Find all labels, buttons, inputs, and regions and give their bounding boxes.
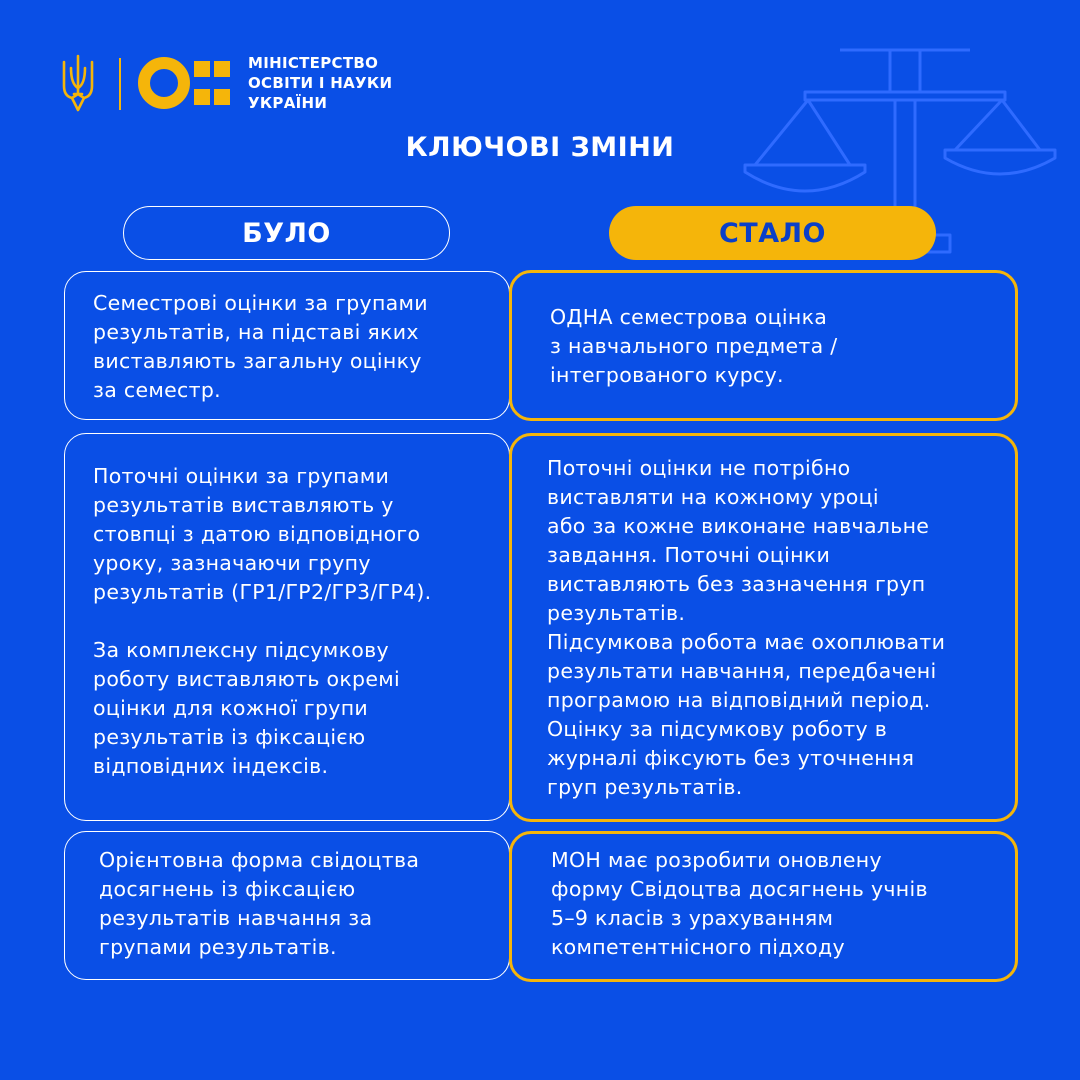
row-1-before-text: Семестрові оцінки за групами результатів, на підставі яких виставляють загальну оцінку за семестр. xyxy=(93,291,428,402)
ministry-name xyxy=(248,53,392,113)
row-2-before-text-2: За комплексну підсумкову роботу виставляють окремі оцінки для кожної групи результатів із фіксацією відповідних індексів. xyxy=(93,638,401,778)
row-2-after-card xyxy=(509,433,1018,822)
row-3-before-card xyxy=(64,831,510,980)
row-1-before-card xyxy=(64,271,510,420)
row-2-before-card xyxy=(64,433,510,821)
row-1-after-text: ОДНА семестрова оцінка з навчального предмета / інтегрованого курсу. xyxy=(550,305,838,387)
ministry-line-1: МІНІСТЕРСТВО xyxy=(248,54,379,72)
row-3-after-text: МОН має розробити оновлену форму Свідоцтва досягнень учнів 5–9 класів з урахуванням компетентнісного підходу xyxy=(551,848,928,959)
page-title: КЛЮЧОВІ ЗМІНИ xyxy=(405,132,675,163)
row-2-before-text-1: Поточні оцінки за групами результатів виставляють у стовпці з датою відповідного уроку, зазначаючи групу результатів (ГР1/ГР2/ГР3/ГР4). xyxy=(93,464,432,604)
column-header-after: СТАЛО xyxy=(609,206,936,260)
ministry-line-3: УКРАЇНИ xyxy=(248,94,328,112)
row-3-after-card xyxy=(509,831,1018,982)
trident-icon xyxy=(60,54,96,112)
row-1-after-card xyxy=(509,270,1018,421)
mon-logo-icon xyxy=(138,55,234,111)
header-divider xyxy=(119,58,121,110)
row-2-after-text: Поточні оцінки не потрібно виставляти на кожному уроці або за кожне виконане навчальне завдання. Поточні оцінки виставляють без зазначення груп результатів. Підсумкова робота має охоплювати результати навчання, передбачені програмою на відповідний період. Оцінку за підсумкову роботу в журналі фіксують без уточнення груп результатів. xyxy=(547,456,946,799)
column-header-before: БУЛО xyxy=(123,206,450,260)
ministry-line-2: ОСВІТИ І НАУКИ xyxy=(248,74,393,92)
row-3-before-text: Орієнтовна форма свідоцтва досягнень із фіксацією результатів навчання за групами результатів. xyxy=(99,848,420,959)
